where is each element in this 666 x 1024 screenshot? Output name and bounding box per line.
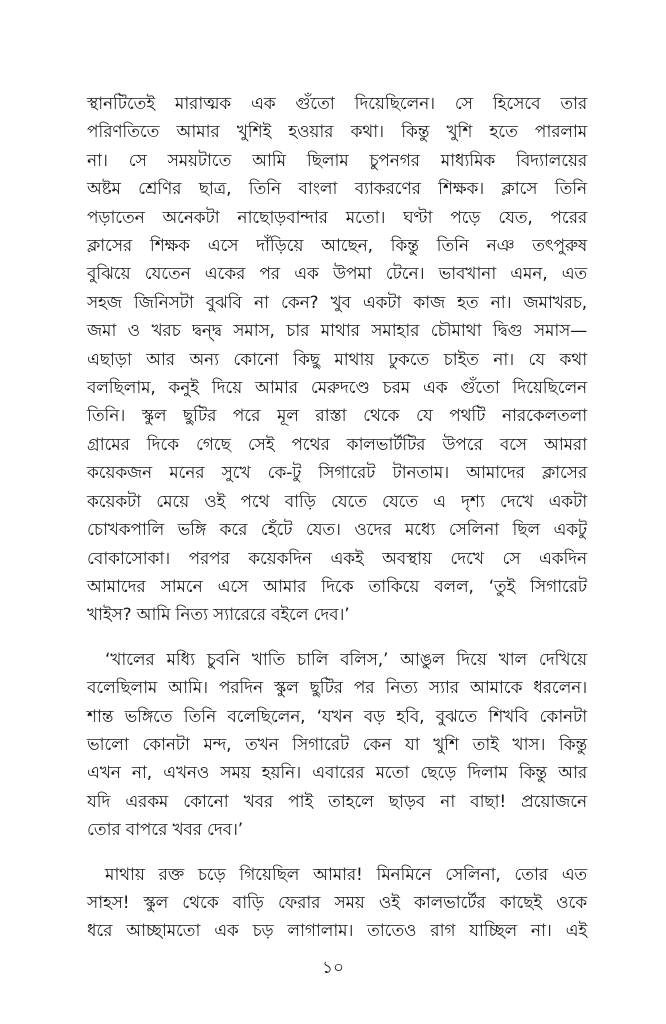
paragraph-gap: [87, 630, 587, 646]
page-number: ১০: [321, 958, 345, 978]
text-line: ক্লাসের শিক্ষক এসে দাঁড়িয়ে আছেন, কিন্তু তিনি নঞ তৎপুরুষ: [87, 236, 587, 257]
text-line: স্থানটিতেই মারাত্মক এক গুঁতো দিয়েছিলেন। সে হিসেবে তার: [87, 94, 587, 114]
text-line: তোর বাপরে খবর দেব।’: [87, 820, 244, 841]
text-line: বলছিলাম, কনুই দিয়ে আমার মেরুদণ্ডে চরম এক গুঁতো দিয়েছিলেন: [87, 378, 587, 399]
text-line: কয়েকটা মেয়ে ওই পথে বাড়ি যেতে যেতে এ দৃশ্য দেখে একটা: [87, 491, 587, 512]
text-line: যদি এরকম কোনো খবর পাই তাহলে ছাড়ব না বাছা! প্রয়োজনে: [87, 791, 587, 812]
paragraph-3: [87, 861, 587, 946]
text-line: এখন না, এখনও সময় হয়নি। এবারের মতো ছেড়ে দিলাম কিন্তু আর: [87, 763, 587, 784]
text-line: এছাড়া আর অন্য কোনো কিছু মাথায় ঢুকতে চাইত না। যে কথা: [87, 349, 587, 370]
text-line: ধরে আচ্ছামতো এক চড় লাগালাম। তাতেও রাগ যাচ্ছিল না। এই: [87, 921, 587, 942]
text-line: কয়েকজন মনের সুখে কে-টু সিগারেট টানতাম। আমাদের ক্লাসের: [87, 463, 587, 484]
paragraph-gap: [87, 845, 587, 861]
text-line: মাথায় রক্ত চড়ে গিয়েছিল আমার! মিনমিনে সেলিনা, তোর এত: [105, 864, 587, 885]
text-line: পড়াতেন অনেকটা নাছোড়বান্দার মতো। ঘণ্টা পড়ে যেত, পরের: [87, 207, 587, 228]
text-line: চোখকপালি ভঙ্গি করে হেঁটে যেত। ওদের মধ্যে সেলিনা ছিল একটু: [87, 520, 587, 541]
text-line: তিনি। স্কুল ছুটির পরে মূল রাস্তা থেকে যে পথটি নারকেলতলা: [87, 406, 587, 427]
text-line: বোকাসোকা। পরপর কয়েকদিন একই অবস্থায় দেখে সে একদিন: [87, 548, 587, 569]
book-page: [87, 90, 587, 946]
text-line: আমাদের সামনে এসে আমার দিকে তাকিয়ে বলল, ‘তুই সিগারেট: [87, 576, 587, 597]
text-line: সহজ জিনিসটা বুঝবি না কেন? খুব একটা কাজ হত না। জমাখরচ,: [87, 292, 587, 313]
text-line: সাহস! স্কুল থেকে বাড়ি ফেরার সময় ওই কালভার্টের কাছেই ওকে: [87, 892, 587, 913]
text-line: ভালো কোনটা মন্দ, তখন সিগারেট কেন যা খুশি তাই খাস। কিন্তু: [87, 734, 587, 755]
text-line: জমা ও খরচ দ্বন্দ্ব সমাস, চার মাথার সমাহার চৌমাথা দ্বিগু সমাস—: [87, 321, 587, 342]
text-line: খাইস? আমি নিত্য স্যারেরে বইলে দেব।’: [87, 605, 350, 626]
text-line: না। সে সময়টাতে আমি ছিলাম চুপনগর মাধ্যমিক বিদ্যালয়ের: [87, 150, 587, 171]
paragraph-2: [87, 646, 587, 845]
text-line: ‘খালের মধ্যি চুবনি খাতি চালি বলিস,’ আঙুল দিয়ে খাল দেখিয়ে: [105, 649, 587, 670]
text-line: বলেছিলাম আমি। পরদিন স্কুল ছুটির পর নিত্য স্যার আমাকে ধরলেন।: [87, 678, 587, 699]
text-line: গ্রামের দিকে গেছে সেই পথের কালভার্টটির উপরে বসে আমরা: [87, 434, 587, 455]
paragraph-1: [87, 90, 587, 630]
text-line: বুঝিয়ে যেতেন একের পর এক উপমা টেনে। ভাবখানা এমন, এত: [87, 264, 587, 285]
text-line: শান্ত ভঙ্গিতে তিনি বলেছিলেন, ‘যখন বড় হবি, বুঝতে শিখবি কোনটা: [87, 706, 587, 727]
text-line: অষ্টম শ্রেণির ছাত্র, তিনি বাংলা ব্যাকরণের শিক্ষক। ক্লাসে তিনি: [87, 179, 587, 200]
text-line: পরিণতিতে আমার খুশিই হওয়ার কথা। কিন্তু খুশি হতে পারলাম: [87, 122, 587, 143]
